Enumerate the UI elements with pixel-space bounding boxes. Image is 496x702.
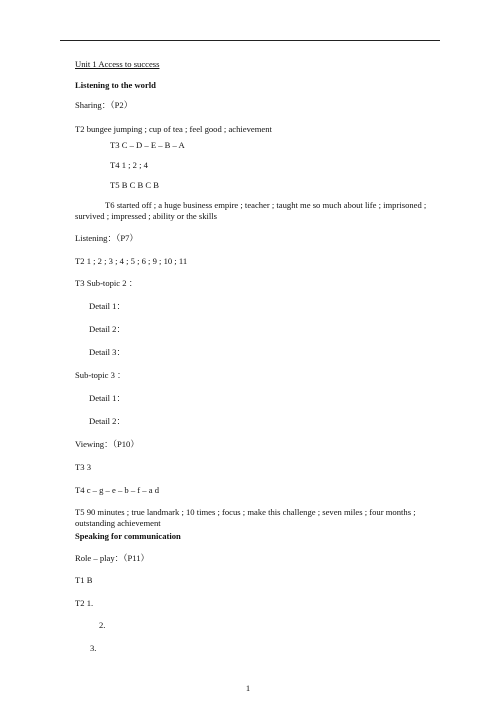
viewing-t5: T5 90 minutes ; true landmark ; 10 times ; focus ; make this challenge ; seven miles ; four months ; outstanding achievement: [75, 507, 416, 528]
subtopic-3: Sub-topic 3 ：: [75, 370, 126, 380]
header-rule: [60, 40, 440, 41]
unit-title: Unit 1 Access to success: [75, 59, 160, 69]
answer-t2: T2 bungee jumping ; cup of tea ; feel good ; achievement: [75, 124, 272, 134]
sharing-heading: Sharing：（P2）: [75, 100, 133, 110]
answer-t5: T5 B C B C B: [110, 180, 159, 190]
answer-t6: T6 started off ; a huge business empire ; teacher ; taught me so much about life ; imprisoned ; survived ; impressed ; ability or the skills: [75, 200, 427, 221]
page-number: 1: [245, 683, 251, 693]
listening-heading: Listening：（P7）: [75, 233, 139, 243]
detail-2b: Detail 2：: [89, 416, 126, 426]
listening-t3: T3 Sub-topic 2 ：: [75, 278, 138, 288]
roleplay-item-2: 2.: [99, 620, 106, 630]
answer-t3: T3 C – D – E – B – A: [110, 140, 185, 150]
section-heading-speaking: Speaking for communication: [75, 531, 181, 541]
detail-1b: Detail 1：: [89, 393, 126, 403]
viewing-t4: T4 c – g – e – b – f – a d: [75, 485, 160, 495]
roleplay-item-3: 3.: [90, 643, 97, 653]
roleplay-t2: T2 1.: [75, 598, 94, 608]
listening-t2: T2 1 ; 2 ; 3 ; 4 ; 5 ; 6 ; 9 ; 10 ; 11: [75, 256, 188, 266]
viewing-heading: Viewing：（P10）: [75, 439, 139, 449]
section-heading-listening-world: Listening to the world: [75, 80, 156, 90]
answer-t4: T4 1 ; 2 ; 4: [110, 160, 148, 170]
viewing-t3: T3 3: [75, 462, 91, 472]
roleplay-t1: T1 B: [75, 575, 93, 585]
detail-3a: Detail 3：: [89, 347, 126, 357]
detail-1a: Detail 1：: [89, 301, 126, 311]
roleplay-heading: Role – play：（P11）: [75, 553, 150, 563]
detail-2a: Detail 2：: [89, 324, 126, 334]
